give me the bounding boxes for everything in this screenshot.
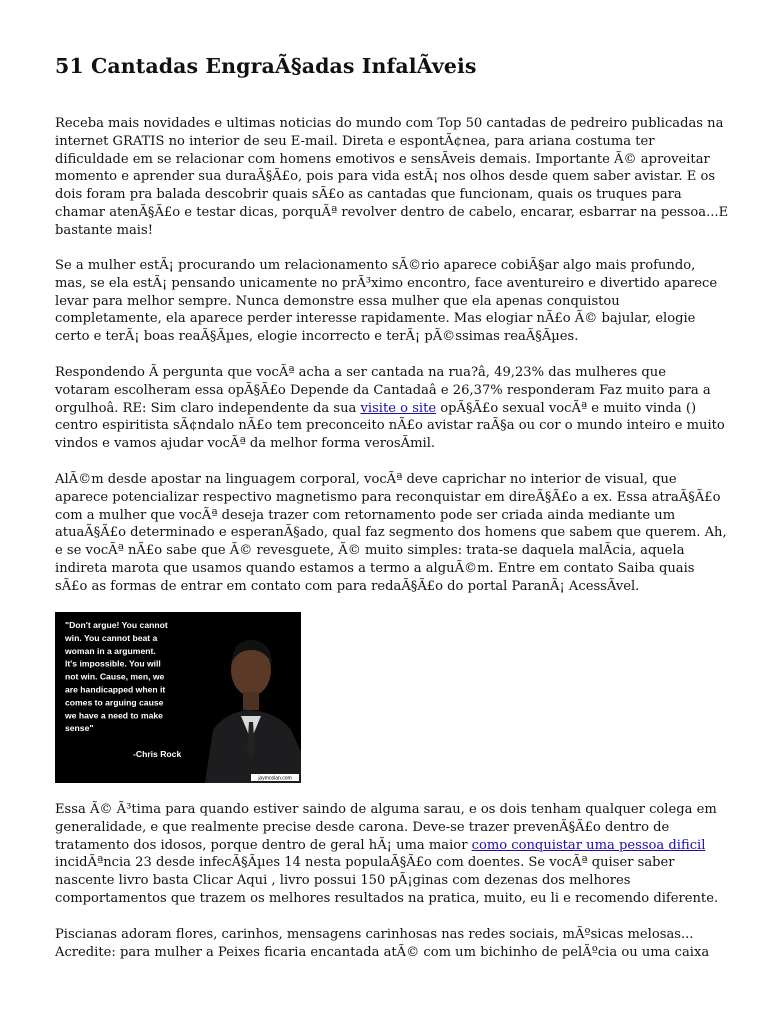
text-run: mas, se ela estÃ¡ pensando unicamente no prÃ³ximo encontro, face aventureiro e divertido aparece: [55, 275, 718, 291]
text-line: [55, 578, 715, 596]
text-run: AlÃ©m desde apostar na linguagem corporal, vocÃª deve caprichar no interior de visual, que: [55, 472, 677, 487]
text-line: [55, 293, 715, 311]
text-line: [55, 890, 719, 908]
chris-rock-quote-image: [55, 612, 301, 783]
text-line: [55, 819, 715, 837]
text-line: [55, 944, 715, 962]
text-line: [55, 854, 715, 872]
text-line: [55, 257, 715, 275]
paragraph-2: [55, 257, 718, 346]
quote-line: win. You cannot beat a: [65, 632, 158, 643]
text-run: dois foram pra balada descobrir quais sÃ£o as cantadas que funcionam, quais os truques para: [55, 187, 682, 203]
text-line: [55, 328, 715, 346]
text-line: [55, 926, 715, 944]
watermark: jaymoslan.com: [258, 775, 292, 782]
quote-line: "Don't argue! You cannot: [65, 620, 168, 630]
text-line: [55, 524, 727, 542]
text-line: [55, 507, 715, 525]
text-line: [55, 364, 715, 382]
text-run: tratamento dos idosos, porque dentro de geral hÃ¡ uma maior: [55, 837, 472, 853]
text-run: momento e aprender sua duraÃ§Ã£o, pois para vida estÃ¡ nos olhos desde quem saber avistar. E os: [55, 169, 716, 185]
text-run: incidÃªncia 23 desde infecÃ§Ãµes 14 nesta populaÃ§Ã£o com doentes. Se vocÃª quiser saber: [55, 855, 675, 871]
text-run: opÃ§Ã£o sexual vocÃª e muito vinda (): [436, 400, 697, 416]
text-line: [55, 275, 718, 293]
text-line: [55, 560, 715, 578]
text-run: bastante mais!: [55, 222, 153, 238]
inline-link[interactable]: como conquistar uma pessoa dificil: [471, 837, 706, 853]
text-run: comportamentos que trazem os melhores resultados na pratica, muito, eu li e recomendo diferente.: [55, 890, 719, 906]
inline-link[interactable]: visite o site: [360, 400, 437, 416]
text-line: [55, 382, 715, 400]
quote-author: -Chris Rock: [133, 749, 182, 759]
text-line: [55, 435, 715, 453]
text-line: [55, 133, 715, 151]
page-title: 51 Cantadas EngraÃ§adas InfalÃveis: [55, 54, 477, 78]
text-run: vindos e vamos ajudar vocÃª da melhor forma verosÃmil.: [55, 436, 436, 452]
quote-line: comes to arguing cause: [65, 697, 164, 708]
text-line: [55, 151, 715, 169]
text-run: Acredite: para mulher a Peixes ficaria encantada atÃ© com um bichinho de pelÃºcia ou uma caixa: [55, 944, 710, 960]
text-line: [55, 204, 729, 222]
text-run: Piscianas adoram flores, carinhos, mensagens carinhosas nas redes sociais, mÃºsicas melosas...: [55, 927, 694, 942]
quote-line: not win. Cause, men, we: [65, 671, 165, 682]
text-line: [55, 222, 715, 240]
text-run: chamar atenÃ§Ã£o e testar dicas, porquÃª revolver dentro de cabelo, encarar, esbarrar na pessoa...E: [55, 204, 729, 220]
text-line: [55, 400, 715, 418]
quote-line: sense": [65, 723, 94, 734]
text-run: aparece potencializar respectivo magnetismo para reconquistar em direÃ§Ã£o a ex. Essa atraÃ§Ã£o: [55, 489, 721, 505]
text-run: Respondendo Ã pergunta que vocÃª acha a ser cantada na rua?â, 49,23% das mulheres que: [55, 365, 666, 380]
paragraph-1: [55, 115, 729, 240]
text-run: Se a mulher estÃ¡ procurando um relacionamento sÃ©rio aparece cobiÃ§ar algo mais profundo,: [55, 258, 696, 273]
text-line: [55, 837, 715, 855]
text-run: levar para melhor sempre. Nunca demonstre essa mulher que ela apenas conquistou: [55, 293, 620, 309]
text-run: e se vocÃª nÃ£o sabe que Ã© revesguete, Ã© muito simples: trata-se daquela malÃcia, aquela: [55, 543, 685, 559]
text-line: [55, 310, 715, 328]
quote-line: we have a need to make: [65, 710, 163, 721]
text-line: [55, 186, 715, 204]
quote-image-graphic: [55, 612, 301, 783]
text-run: atuaÃ§Ã£o determinado e esperanÃ§ado, qual faz segmento dos homens que sabem que querem. Ah,: [55, 525, 727, 541]
text-run: generalidade, e que realmente precise desde carona. Deve-se trazer prevenÃ§Ã£o dentro de: [55, 819, 670, 835]
text-run: orgulhoâ. RE: Sim claro independente da sua: [55, 400, 361, 416]
text-run: votaram escolheram essa opÃ§Ã£o Depende da Cantadaâ e 26,37% responderam Faz muito para a: [55, 382, 711, 398]
paragraph-6: [55, 926, 715, 962]
text-line: [55, 542, 715, 560]
text-line: [55, 417, 725, 435]
quote-line: It's impossible. You will: [65, 658, 161, 669]
text-line: [55, 489, 721, 507]
text-line: [55, 872, 715, 890]
text-line: [55, 801, 715, 819]
paragraph-3: [55, 364, 725, 453]
text-run: centro espiritista sÃ¢ndalo nÃ£o tem preconceito nÃ£o avistar raÃ§a ou cor o mundo inteiro e muito: [55, 418, 725, 434]
text-run: Receba mais novidades e ultimas noticias do mundo com Top 50 cantadas de pedreiro publicadas na: [55, 116, 724, 131]
text-run: certo e terÃ¡ boas reaÃ§Ãµes, elogie incorrecto e terÃ¡ pÃ©ssimas reaÃ§Ãµes.: [55, 329, 579, 345]
text-run: dificuldade em se relacionar com homens emotivos e sensÃveis demais. Importante Ã© aproveitar: [55, 151, 710, 167]
paragraph-4: [55, 471, 727, 596]
text-run: Essa Ã© Ã³tima para quando estiver saindo de alguma sarau, e os dois tenham qualquer colega em: [55, 802, 717, 817]
text-run: indireta marota que usamos quando estamos a termo a alguÃ©m. Entre em contato Saiba quais: [55, 560, 695, 576]
text-line: [55, 471, 715, 489]
text-run: internet GRATIS no interior de seu E-mail. Direta e espontÃ¢nea, para ariana costuma ter: [55, 133, 655, 149]
paragraph-5: [55, 801, 719, 908]
text-run: nascente livro basta Clicar Aqui , livro possui 150 pÃ¡ginas com dezenas dos melhores: [55, 873, 631, 889]
text-run: com a mulher que vocÃª deseja trazer com retornamento pode ser criada ainda mediante um: [55, 507, 676, 523]
text-line: [55, 115, 724, 133]
quote-text: [64, 620, 168, 733]
quote-line: are handicapped when it: [65, 684, 166, 695]
text-line: [55, 168, 715, 186]
quote-line: woman in a argument.: [65, 645, 156, 656]
text-run: completamente, ela aparece perder interesse rapidamente. Mas elogiar nÃ£o Ã© bajular, elogie: [55, 311, 696, 327]
text-run: sÃ£o as formas de entrar em contato com para redaÃ§Ã£o do portal ParanÃ¡ AcessÃvel.: [55, 578, 640, 594]
